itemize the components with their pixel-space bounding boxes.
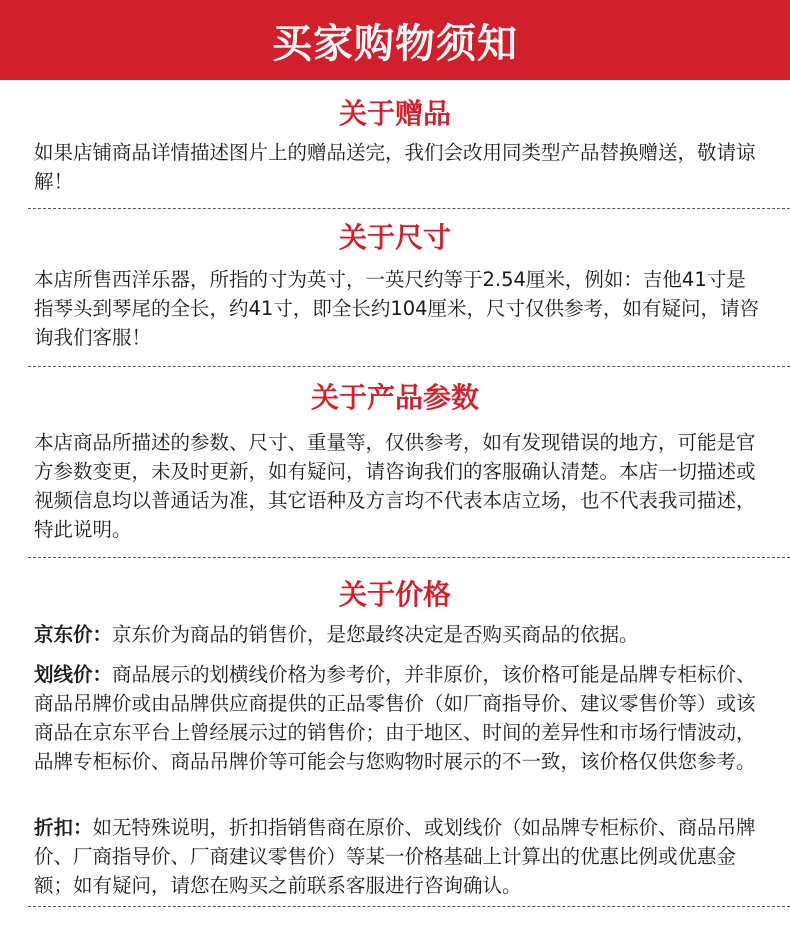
size-section-body: 本店所售西洋乐器，所指的寸为英寸，一英尺约等于2.54厘米，例如：吉他41寸是指琴头到琴尾的全长，约41寸，即全长约104厘米，尺寸仅供参考，如有疑问，请咨询我们客服！ <box>34 268 760 349</box>
price-section-title: 关于价格 <box>338 578 451 611</box>
divider <box>28 366 790 367</box>
gift-section-title: 关于赠品 <box>338 97 451 130</box>
discount-text: 如无特殊说明，折扣指销售商在原价、或划线价（如品牌专柜标价、商品吊牌价、厂商指导价、厂商建议零售价）等某一价格基础上计算出的优惠比例或优惠金额；如有疑问，请您在购买之前联系客服进行咨询确认。 <box>34 816 756 897</box>
page-title: 买家购物须知 <box>272 20 518 67</box>
strike-price-text: 商品展示的划横线价格为参考价，并非原价，该价格可能是品牌专柜标价、商品吊牌价或由品牌供应商提供的正品零售价（如厂商指导价、建议零售价等）或该商品在京东平台上曾经展示过的销售价；由于地区、时间的差异性和市场行情波动，品牌专柜标价、商品吊牌价等可能会与您购物时展示的不一致，该价格仅供您参考。 <box>34 663 756 773</box>
jd-price-paragraph <box>34 620 764 649</box>
gift-section-body: 如果店铺商品详情描述图片上的赠品送完，我们会改用同类型产品替换赠送，敬请谅解！ <box>34 141 756 193</box>
params-section-body: 本店商品所描述的参数、尺寸、重量等，仅供参考，如有发现错误的地方，可能是官方参数变更，未及时更新，如有疑问，请咨询我们的客服确认清楚。本店一切描述或视频信息均以普通话为准，其它语种及方言均不代表本店立场，也不代表我司描述，特此说明。 <box>34 431 756 541</box>
strike-price-paragraph <box>34 660 764 776</box>
jd-price-label: 京东价： <box>34 623 113 646</box>
header-banner <box>0 0 790 80</box>
divider <box>28 557 790 558</box>
jd-price-text: 京东价为商品的销售价，是您最终决定是否购买商品的依据。 <box>112 623 639 646</box>
divider <box>28 906 790 907</box>
divider <box>28 208 790 209</box>
discount-label: 折扣： <box>34 816 93 839</box>
discount-paragraph <box>34 813 764 900</box>
strike-price-label: 划线价： <box>34 663 113 686</box>
size-section-title: 关于尺寸 <box>338 221 451 254</box>
params-section-title: 关于产品参数 <box>310 381 479 414</box>
